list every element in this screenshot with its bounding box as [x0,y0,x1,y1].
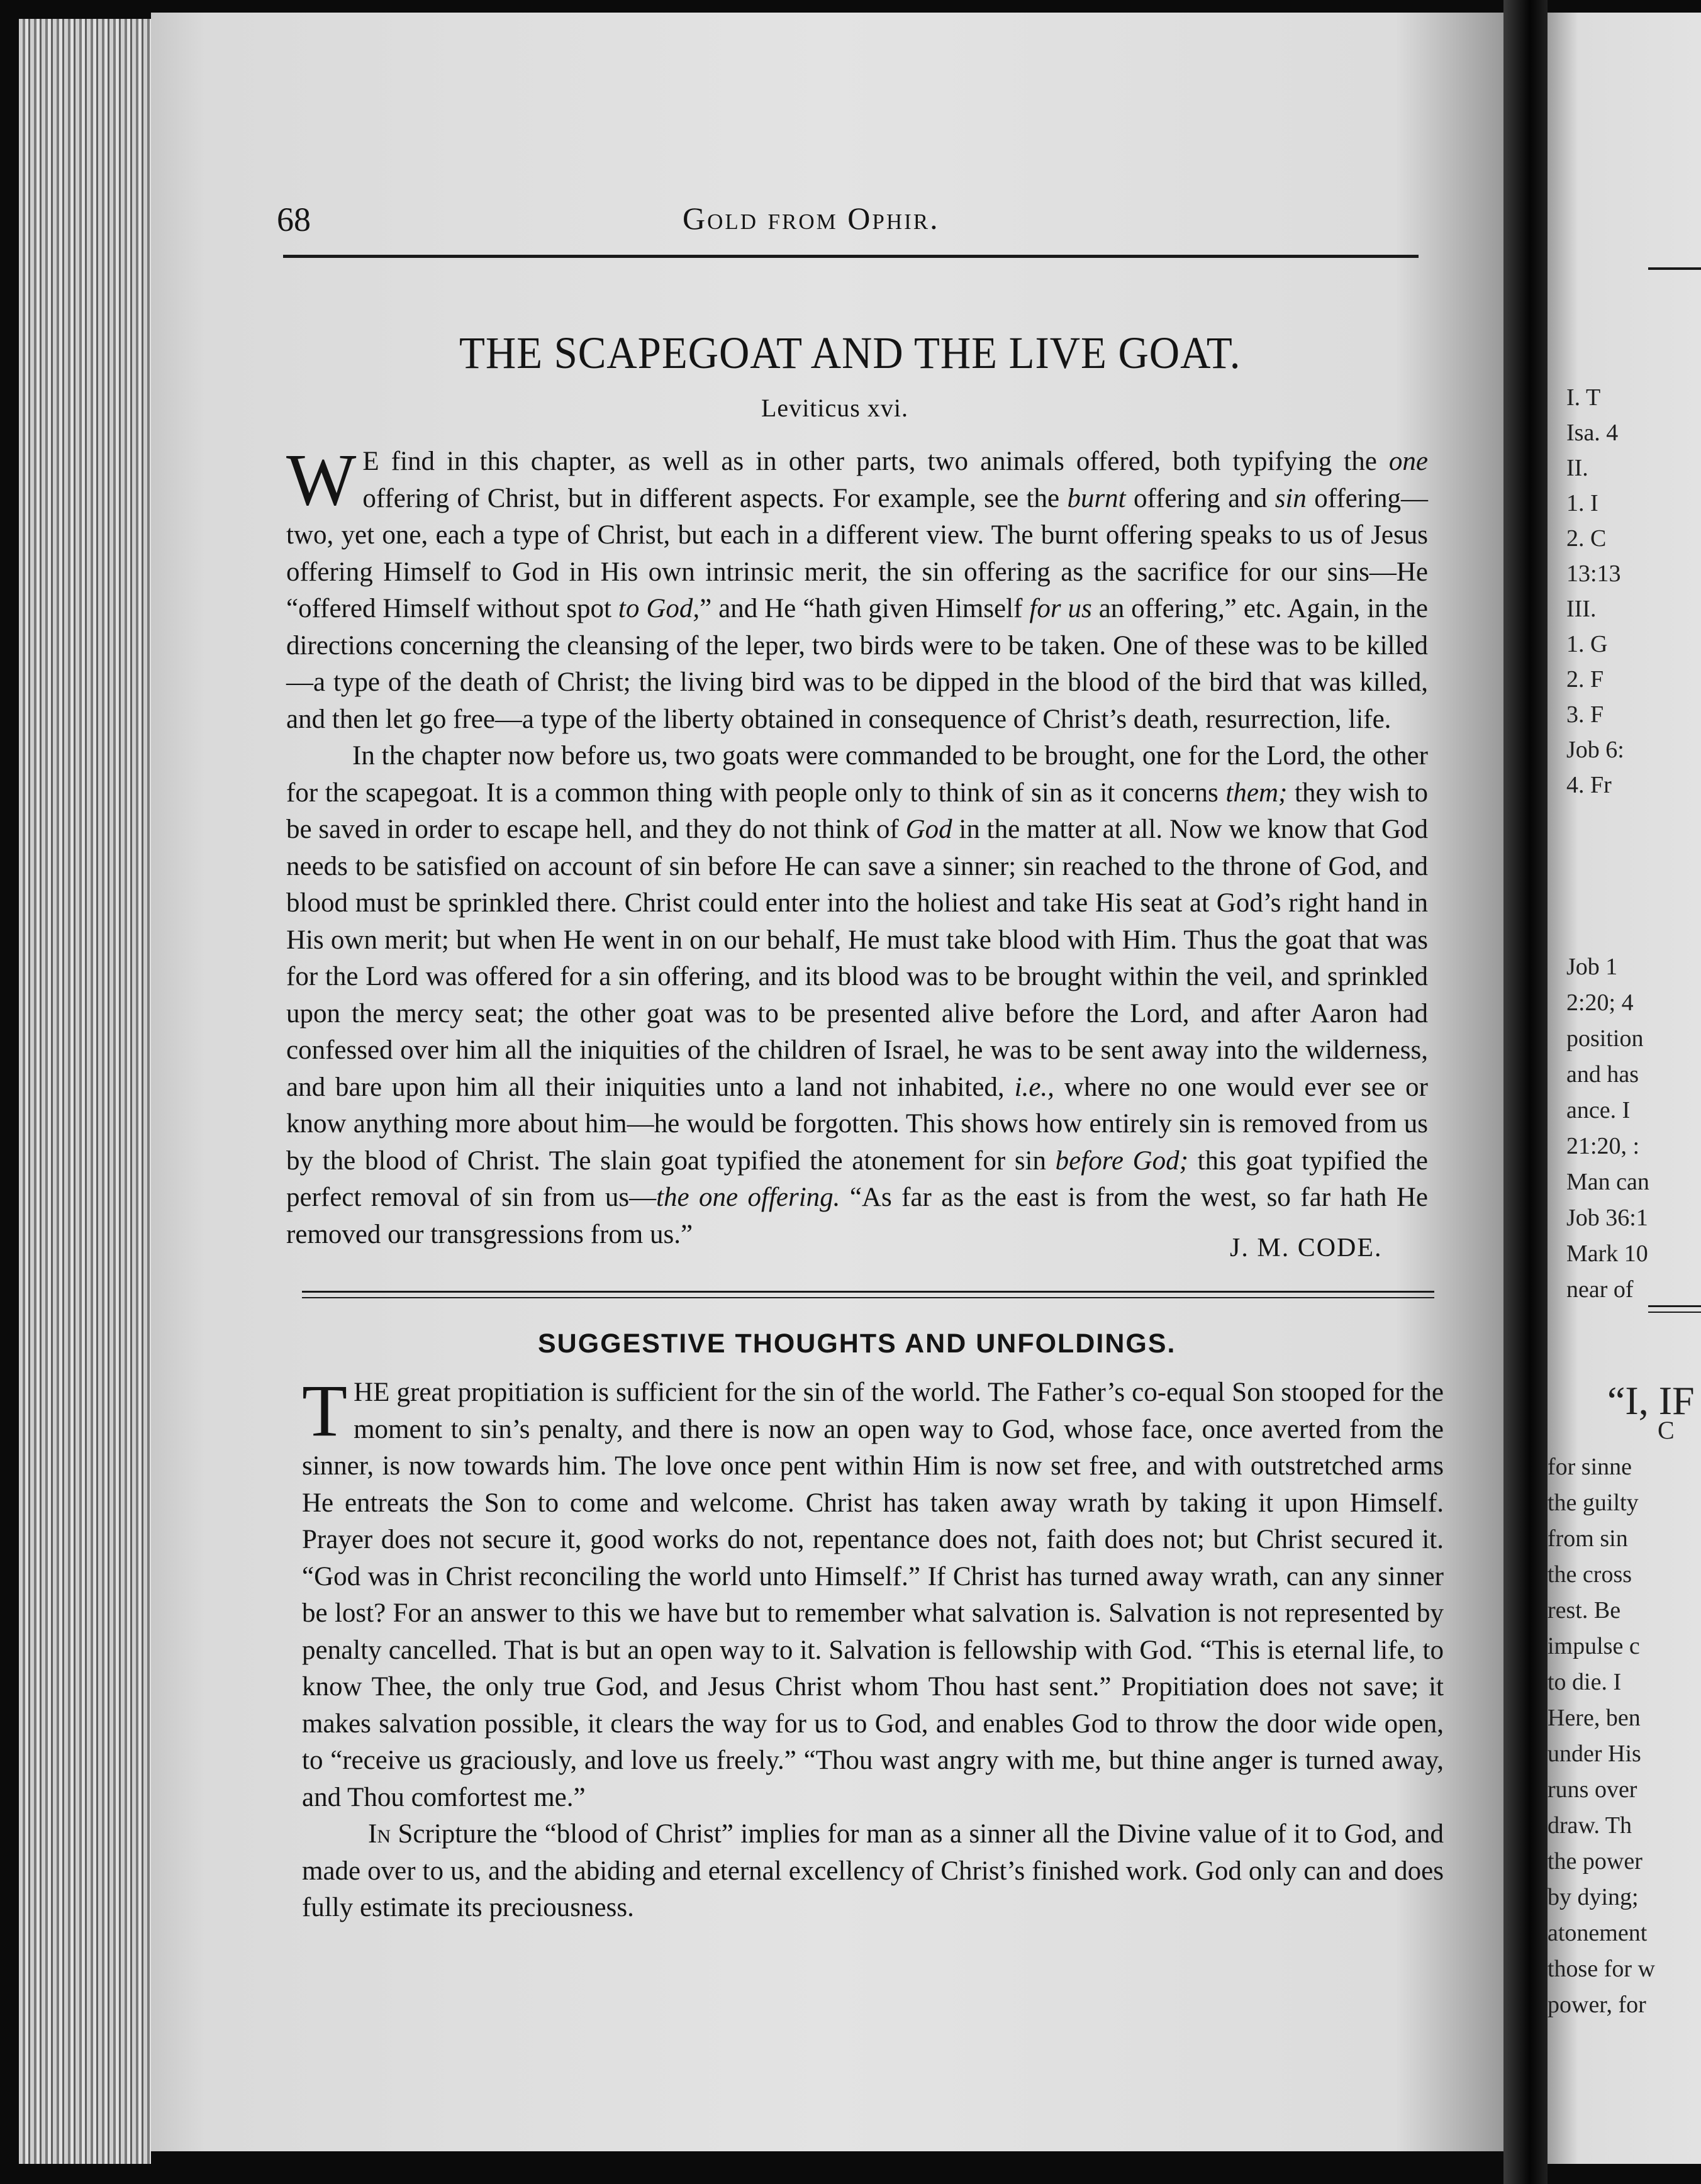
text-run: “As far as the east is from the west, so far hath He removed our transgressions from us.” [286,1183,1428,1249]
text-run: an offering,” etc. Again, in the directions concerning the cleansing of the leper, two birds were to be taken. One of these was to be killed—a type of the death of Christ; the living bird was to be dipped in the blood of the bird that was killed, and then let go free—a type of the liberty obtained in consequence of Christ’s death, resurrection, life. [286,594,1429,734]
facing-text-line: the cross [1548,1561,1632,1588]
text-run: where no one would ever see or know anything more about him—he would be forgotten. This shows how entirely sin is removed from us by the blood of Christ. The slain goat typified the atonement for sin [286,1072,1429,1176]
article-title: THE SCAPEGOAT AND THE LIVE GOAT. [459,328,1241,378]
facing-text-line: I. T [1566,384,1601,411]
facing-text-line: to die. I [1548,1669,1622,1695]
italic-run: for us [1029,594,1092,623]
italic-run: i.e., [1014,1072,1054,1102]
facing-text-line: 21:20, : [1566,1133,1640,1159]
italic-run: the one offering. [656,1183,840,1212]
facing-text-line: runs over [1548,1776,1637,1803]
facing-text-line: atonement [1548,1920,1648,1946]
facing-text-line: Job 36:1 [1566,1205,1648,1231]
facing-text-line: the power [1548,1848,1642,1875]
italic-run: sin [1274,483,1307,513]
italic-run: before God; [1055,1145,1188,1176]
text-run: HE great propitiation is sufficient for the sin of the world. The Father’s co-equal Son stooped for the moment to sin’s penalty, and there is now an open way to God, whose face, once averted from the sinner, is now towards him. The love once pent within Him is now set free, and with outstretched arms He entreats the Son to come and welcome. Christ has taken away wrath by taking it upon Himself. Prayer does not secure it, good works do not, repentance does not, faith does not; but Christ secured it. “God was in Christ reconciling the world unto Himself.” If Christ has turned away wrath, can any sinner be lost? For an answer to this we have but to remember what salvation is. Salvation is not represented by penalty cancelled. That is but an open way to it. Salvation is fellowship with God. “This is eternal life, to know Thee, the only true God, and Jesus Christ whom Thou hast sent.” Propitiation does not save; it makes salvation possible, it clears the way for us to God, and enables God to throw the door wide open, to “receive us graciously, and love us freely.” “Thou wast angry with me, but thine anger is turned away, and Thou comfortest me.” [302,1378,1444,1812]
section-body [302,1369,1444,1927]
facing-text-line: Man can [1566,1169,1649,1195]
lead-in: In [368,1819,391,1849]
italic-run: burnt [1067,483,1126,513]
facing-text-line: Isa. 4 [1566,420,1619,446]
page-number: 68 [277,201,311,238]
text-run: E find in this chapter, as well as in other parts, two animals offered, both typifying the [362,447,1389,476]
text-run: in the matter at all. Now we know that God needs to be satisfied on account of sin before He can save a sinner; sin reached to the throne of God, and blood must be sprinkled there. Christ could enter into the holiest and take His seat at God’s right hand in His own merit; but when He went in on our behalf, He must take blood with Him. Thus the goat that was for the Lord was offered for a sin offering, and its blood was to be brought within the veil, and sprinkled upon the mercy seat; the other goat was to be presented alive before the Lord, and after Aaron had confessed over him all the iniquities of the children of Israel, he was to be sent away into the wilderness, and bare upon him all their iniquities unto a land not inhabited, [286,815,1428,1102]
facing-text-line: C [1658,1416,1675,1444]
text-run: offering of Christ, but in different aspects. For example, see the [362,483,1068,513]
text-run: offering—two, yet one, each a type of Christ, but each in a different view. The burnt offering speaks to us of Jesus offering Himself to God in His own intrinsic merit, the sin offering as the sacrifice for our sins—He “offered Himself without spot [286,483,1428,623]
facing-text-line: 3. F [1566,701,1604,728]
facing-text-line: Job 1 [1566,954,1618,980]
facing-drop-cap: “I, IF [1607,1378,1695,1423]
facing-text-line: near of [1566,1276,1634,1303]
facing-text-line: 4. Fr [1566,772,1612,798]
text-run: this goat typified the perfect removal of sin from us— [286,1145,1428,1212]
paragraph [302,1369,1444,1816]
text-run: offering and [1125,483,1275,513]
book-gutter [1503,0,1548,2184]
facing-text-line: rest. Be [1548,1597,1621,1624]
facing-text-line: draw. Th [1548,1812,1632,1839]
header-rule [283,255,1419,258]
facing-text-line: Here, ben [1548,1705,1641,1731]
page-edges [19,19,151,2164]
facing-text-line: 2:20; 4 [1566,989,1634,1016]
running-title: Gold from Ophir. [683,201,940,236]
facing-text-line: impulse c [1548,1633,1640,1659]
italic-run: them; [1225,777,1288,808]
facing-text-line: for sinne [1548,1454,1632,1480]
paragraph [286,738,1428,1253]
facing-text-line: II. [1566,455,1588,481]
facing-text-line: the guilty [1548,1490,1639,1516]
italic-run: to God, [618,594,700,623]
text-run: ” and He “hath given Himself [700,594,1030,623]
facing-page [1548,13,1701,2164]
facing-text-line: 2. C [1566,525,1607,552]
section-divider [1648,1305,1701,1307]
facing-text-line: power, for [1548,1992,1646,2018]
text-run: Scripture the “blood of Christ” implies for man as a sinner all the Divine value of it to God, and made over to us, and the abiding and eternal excellency of Christ’s finished work. God only can and does fully estimate its preciousness. [302,1819,1444,1922]
facing-text-line: Mark 10 [1566,1240,1648,1267]
facing-text-line: ance. I [1566,1097,1631,1123]
section-divider [302,1297,1434,1298]
header-rule [1648,267,1701,270]
facing-text-line: from sin [1548,1525,1628,1552]
text-run: In the chapter now before us, two goats were commanded to be brought, one for the Lord, the other for the scapegoat. It is a common thing with people only to think of sin as it concerns [286,741,1428,808]
article-body [286,438,1429,1253]
facing-text-line: under His [1548,1741,1641,1767]
article-subtitle: Leviticus xvi. [761,394,908,422]
facing-text-line: by dying; [1548,1884,1639,1910]
facing-text-line: those for w [1548,1956,1655,1982]
facing-text-line: 13:13 [1566,560,1621,587]
italic-run: God [905,815,952,844]
italic-run: one [1388,447,1428,476]
paragraph [302,1816,1444,1927]
facing-text-line: Job 6: [1566,737,1624,763]
facing-text-line: 1. I [1566,490,1598,516]
facing-text-line: position [1566,1025,1644,1052]
paragraph [286,438,1429,738]
text-run: they wish to be saved in order to escape hell, and they do not think of [286,777,1428,844]
facing-text-line: 1. G [1566,631,1608,657]
section-divider [1648,1312,1701,1313]
section-heading: SUGGESTIVE THOUGHTS AND UNFOLDINGS. [538,1329,1176,1359]
facing-text-line: and has [1566,1061,1639,1088]
facing-text-line: III. [1566,596,1597,622]
drop-cap: T [302,1369,348,1452]
author-signature: J. M. CODE. [1230,1234,1383,1262]
drop-cap: W [286,438,357,521]
section-divider [302,1291,1434,1293]
facing-text-line: 2. F [1566,666,1604,693]
